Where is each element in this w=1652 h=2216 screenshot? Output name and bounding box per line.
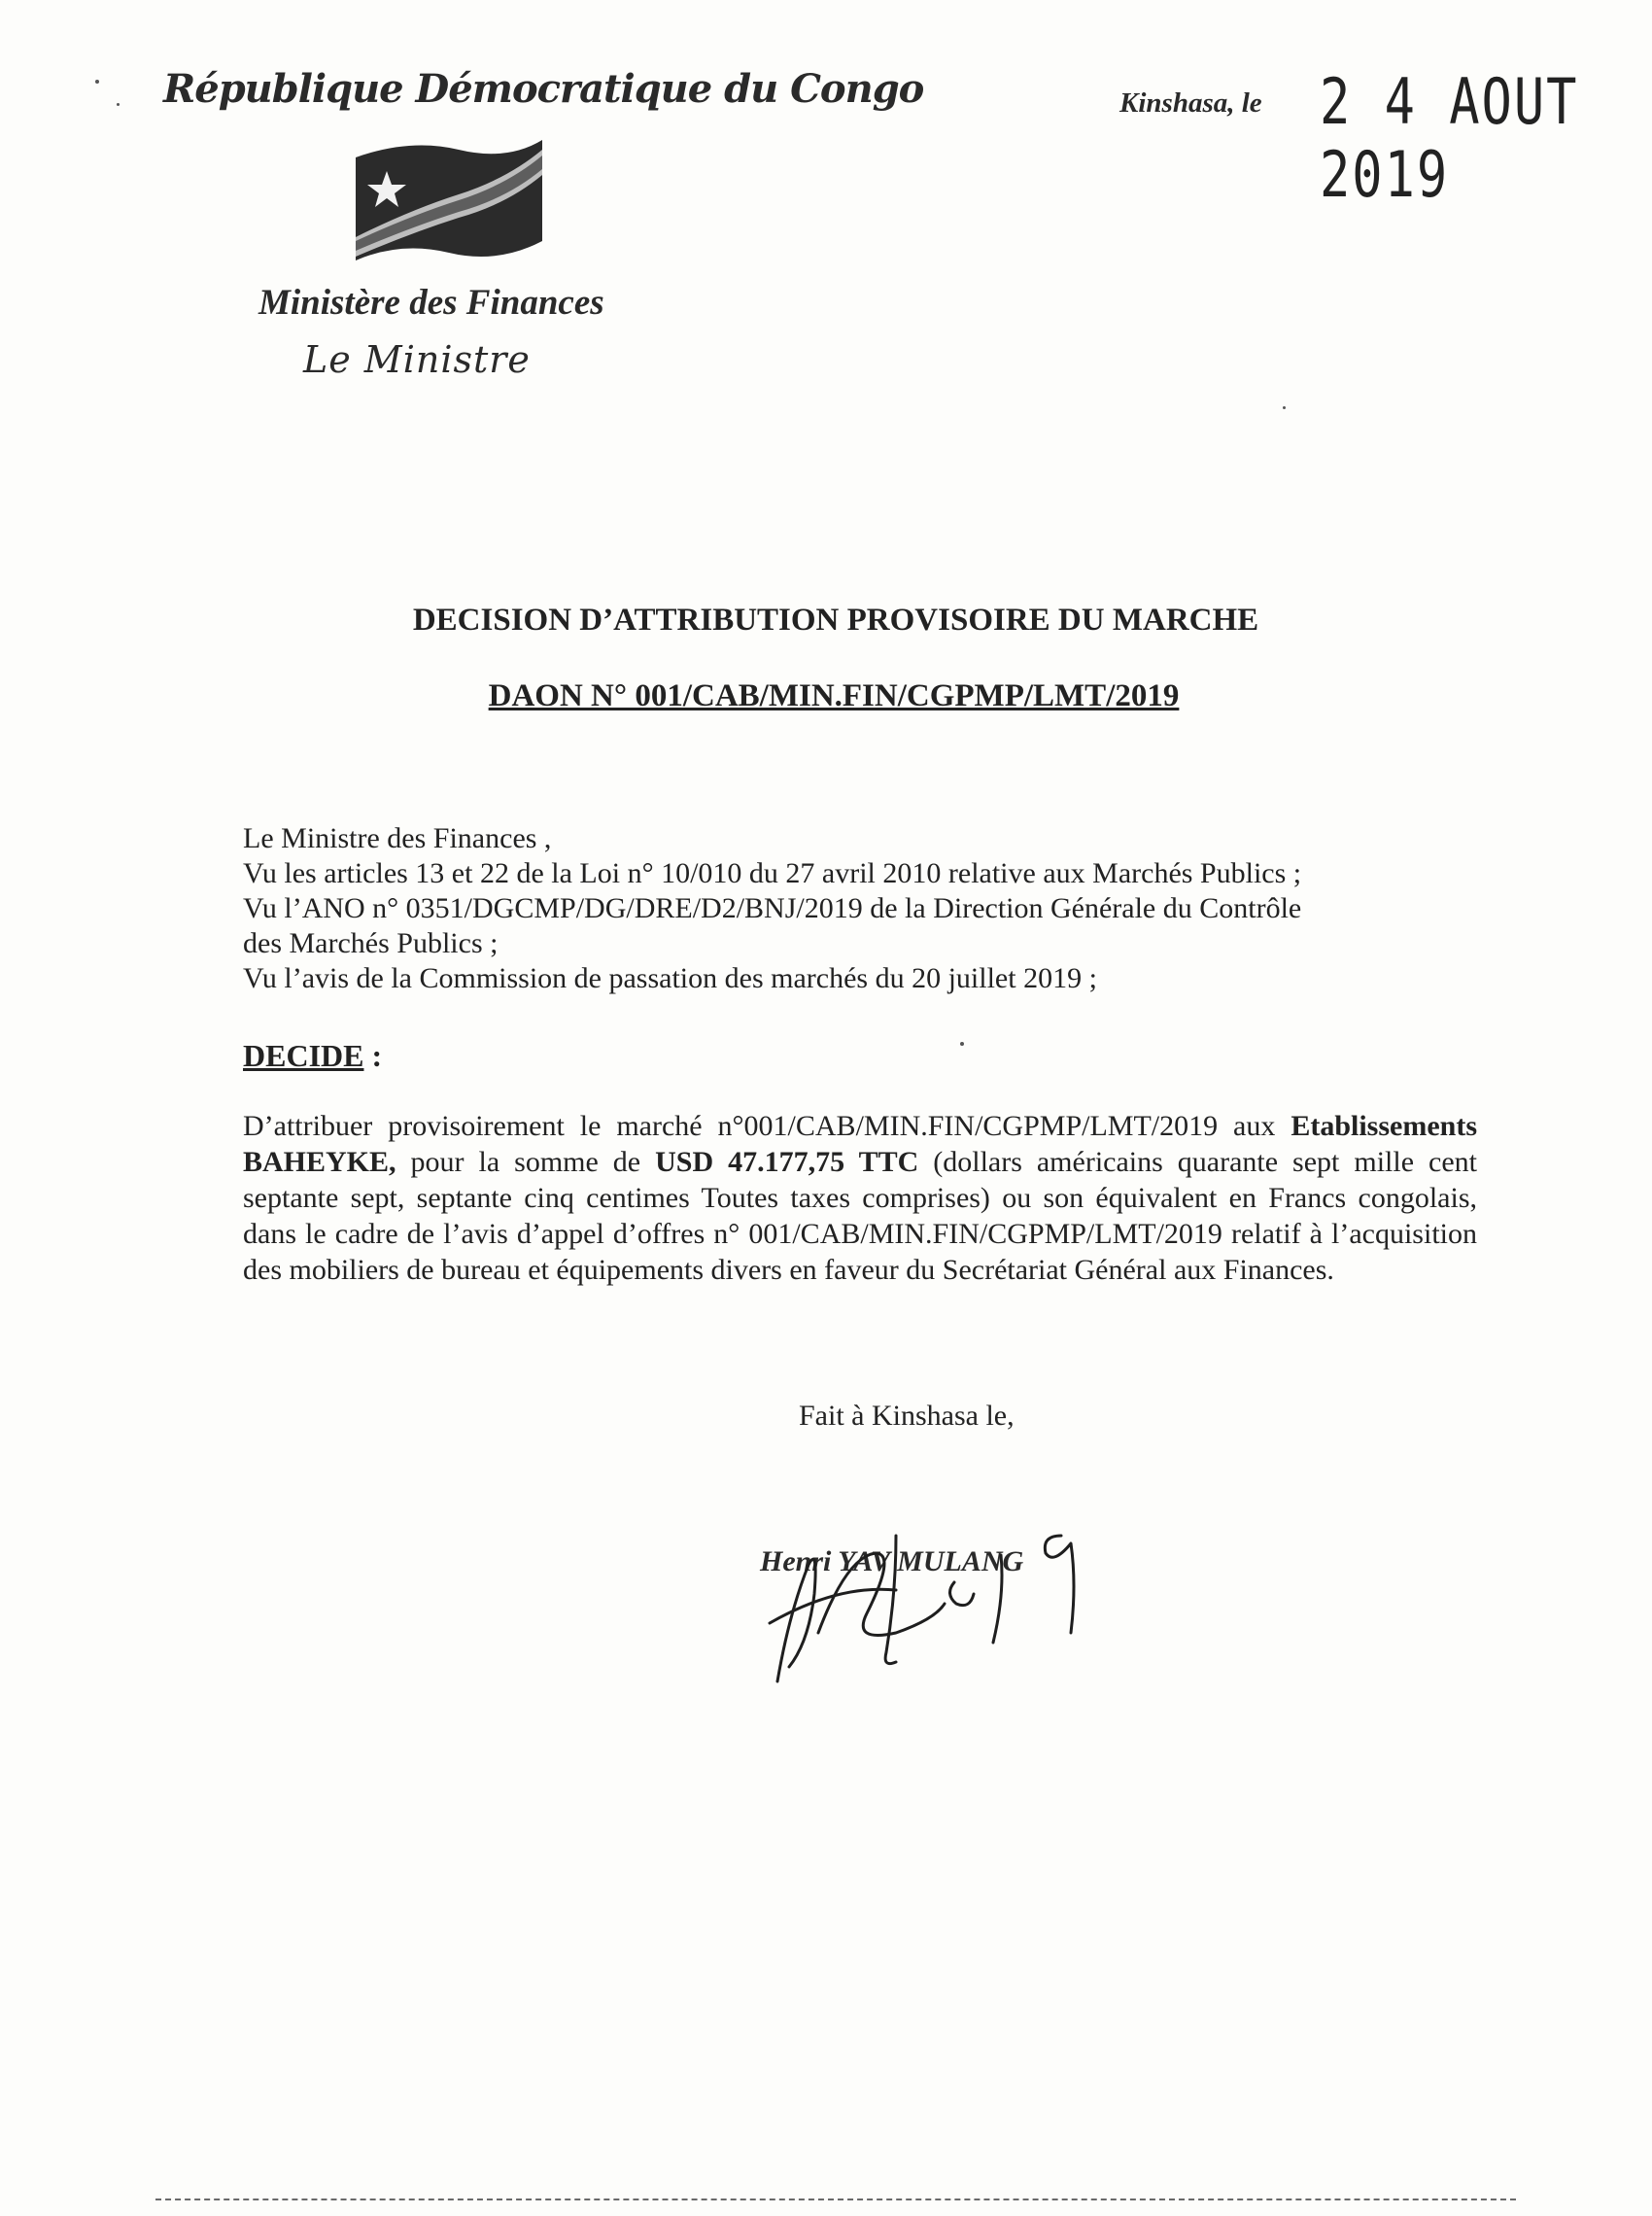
date-stamp: 2 4 AOUT 2019 bbox=[1320, 66, 1579, 212]
handwritten-signature bbox=[750, 1497, 1217, 1711]
scan-edge-line bbox=[155, 2199, 1516, 2200]
city-date-label: Kinshasa, le bbox=[1119, 87, 1262, 119]
preamble-line: Vu l’avis de la Commission de passation des marchés du 20 juillet 2019 ; bbox=[243, 962, 1097, 994]
award-amount: USD 47.177,75 TTC bbox=[655, 1146, 919, 1178]
signatory-name: Henri YAV MULANG bbox=[760, 1545, 1024, 1577]
decision-paragraph bbox=[243, 1108, 1477, 1288]
decide-word: DECIDE bbox=[243, 1038, 364, 1073]
le-ministre-label: Le Ministre bbox=[303, 338, 531, 381]
document-title: DECISION D’ATTRIBUTION PROVISOIRE DU MARCHE bbox=[412, 603, 1259, 638]
preamble-line: Vu l’ANO n° 0351/DGCMP/DG/DRE/D2/BNJ/2019 de la Direction Générale du Contrôle bbox=[243, 892, 1302, 924]
preamble-line: Le Ministre des Finances , bbox=[243, 822, 552, 854]
decision-text: pour la somme de bbox=[396, 1146, 656, 1178]
preamble-line: Vu les articles 13 et 22 de la Loi n° 10/010 du 27 avril 2010 relative aux Marchés Publics ; bbox=[243, 857, 1302, 889]
awarded-company: Etablissements BAHEYKE, bbox=[243, 1110, 1477, 1178]
scan-speck bbox=[1283, 406, 1286, 409]
scan-speck bbox=[117, 103, 120, 106]
decision-text: D’attribuer provisoirement le marché n°001/CAB/MIN.FIN/CGPMP/LMT/2019 aux bbox=[243, 1110, 1291, 1142]
decision-text: (dollars américains quarante sept mille cent septante sept, septante cinq centimes Toutes taxes comprises) ou son équivalent en Francs congolais, dans le cadre de l’avis d’appel d’offres n° 001/CAB/MIN.FIN/CGPMP/LMT/2019 relatif à l’acquisition des mobiliers de bureau et équipements divers en faveur du Secrétariat Général aux Finances. bbox=[243, 1146, 1477, 1286]
preamble-line: des Marchés Publics ; bbox=[243, 927, 499, 959]
republic-header: République Démocratique du Congo bbox=[163, 66, 924, 112]
decide-suffix: : bbox=[363, 1038, 383, 1073]
preamble bbox=[243, 821, 1477, 996]
decide-heading bbox=[243, 1038, 382, 1074]
drc-flag-emblem bbox=[352, 132, 546, 266]
scan-speck bbox=[960, 1042, 964, 1046]
document-reference: DAON N° 001/CAB/MIN.FIN/CGPMP/LMT/2019 bbox=[488, 678, 1180, 713]
ministry-name: Ministère des Finances bbox=[258, 283, 604, 323]
fait-a-kinshasa: Fait à Kinshasa le, bbox=[799, 1400, 1015, 1432]
scan-speck bbox=[95, 80, 99, 84]
